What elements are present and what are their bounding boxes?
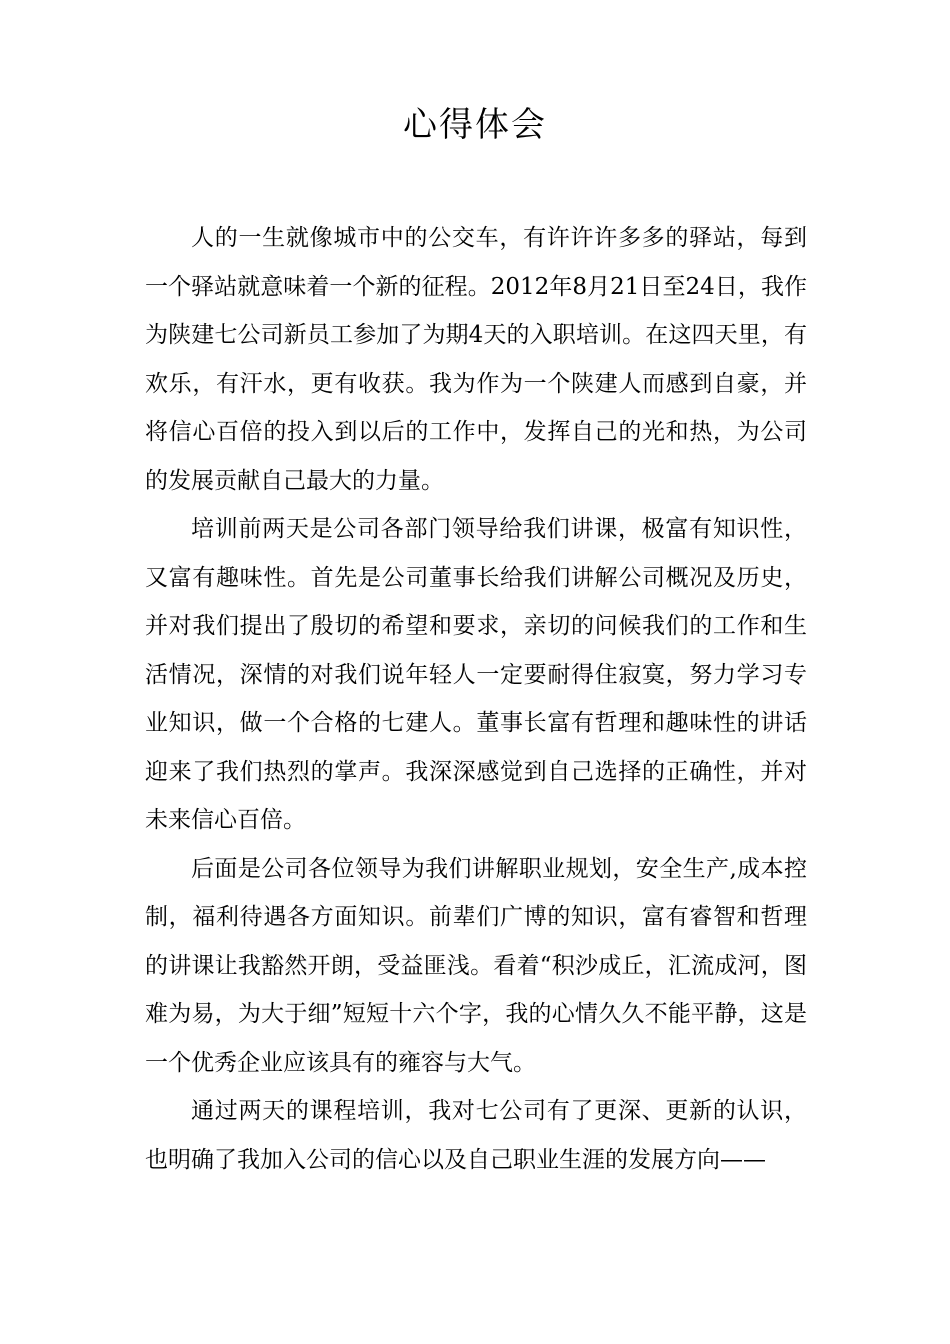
paragraph-2: 培训前两天是公司各部门领导给我们讲课，极富有知识性，又富有趣味性。首先是公司董事长给我们讲解公司概况及历史，并对我们提出了殷切的希望和要求，亲切的问候我们的工作和生活情况，深情的对我们说年轻人一定要耐得住寂寞，努力学习专业知识，做一个合格的七建人。董事长富有哲理和趣味性的讲话迎来了我们热烈的掌声。我深深感觉到自己选择的正确性，并对未来信心百倍。 — [145, 516, 807, 833]
paragraph-4: 通过两天的课程培训，我对七公司有了更深、更新的认识，也明确了我加入公司的信心以及自己职业生涯的发展方向—— — [145, 1098, 807, 1173]
document-title: 心得体会 — [403, 105, 547, 145]
paragraph-1: 人的一生就像城市中的公交车，有许许许多多的驿站，每到一个驿站就意味着一个新的征程。2012年8月21日至24日，我作为陕建七公司新员工参加了为期4天的入职培训。在这四天里，有欢乐，有汗水，更有收获。我为作为一个陕建人而感到自豪，并将信心百倍的投入到以后的工作中，发挥自己的光和热，为公司的发展贡献自己最大的力量。 — [145, 225, 807, 494]
document-body — [145, 214, 807, 1184]
paragraph-3: 后面是公司各位领导为我们讲解职业规划，安全生产,成本控制，福利待遇各方面知识。前辈们广博的知识，富有睿智和哲理的讲课让我豁然开朗，受益匪浅。看着“积沙成丘，汇流成河，图难为易，为大于细”短短十六个字，我的心情久久不能平静，这是一个优秀企业应该具有的雍容与大气。 — [145, 855, 807, 1076]
